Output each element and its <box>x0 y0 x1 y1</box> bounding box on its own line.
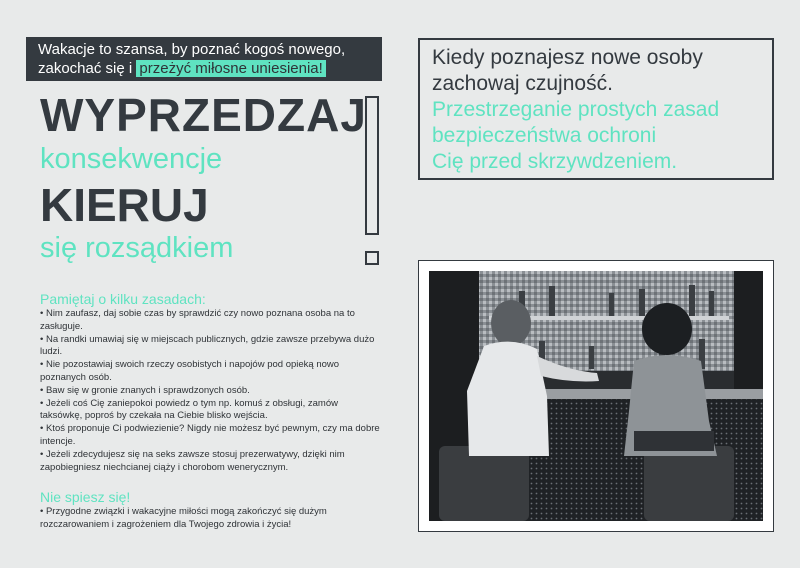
rule-item: • Nim zaufasz, daj sobie czas by sprawdzić czy nowo poznana osoba na to zasługuje. <box>40 308 355 332</box>
banner-line-2 <box>38 59 382 78</box>
banner-highlight: przeżyć miłosne uniesienia! <box>136 60 325 77</box>
rules-list <box>40 308 380 474</box>
rule-item: • Nie pozostawiaj swoich rzeczy osobistych i napojów pod opieką nowo poznanych osób. <box>40 359 340 383</box>
vigilance-line-4: bezpieczeństwa ochroni <box>432 124 657 147</box>
bar-photo <box>418 260 774 532</box>
banner-line-1: Wakacje to szansa, by poznać kogoś nowego, <box>38 41 346 58</box>
rule-item: • Jeżeli coś Cię zaniepokoi powiedz o tym np. komuś z obsługi, zamów taksówkę, poproś by czekała na Ciebie blisko wejścia. <box>40 397 338 422</box>
rule-item: • Ktoś proponuje Ci podwiezienie? Nigdy nie możesz być pewnym, czy ma dobre intencje. <box>40 423 380 447</box>
rules-title: Pamiętaj o kilku zasadach: <box>40 291 206 307</box>
rule-item: • Baw się w gronie znanych i sprawdzonych osób. <box>40 384 250 396</box>
vigilance-line-1: Kiedy poznajesz nowe osoby <box>432 46 703 69</box>
vigilance-line-3: Przestrzeganie prostych zasad <box>432 98 720 121</box>
banner-line-2-prefix: zakochać się i <box>38 60 137 77</box>
exclamation-dot-icon <box>365 251 379 265</box>
rule-item: • Na randki umawiaj się w miejscach publicznych, gdzie zawsze przebywa dużo ludzi. <box>40 333 375 358</box>
subheading-rozsadkiem: się rozsądkiem <box>40 232 234 264</box>
top-banner <box>26 37 382 81</box>
vigilance-line-2: zachowaj czujność. <box>432 72 613 95</box>
rush-title: Nie spiesz się! <box>40 489 131 505</box>
bar-scene-image <box>429 271 763 521</box>
vigilance-line-5: Cię przed skrzywdzeniem. <box>432 150 678 173</box>
heading-wyprzedzaj: WYPRZEDZAJ <box>40 89 367 141</box>
exclamation-bar-icon <box>365 96 379 235</box>
vigilance-box <box>418 38 774 180</box>
subheading-konsekwencje: konsekwencje <box>40 143 223 175</box>
rule-item: • Jeżeli zdecydujesz się na seks zawsze stosuj prezerwatywy, dzięki nim zapobiegniesz niechcianej ciąży i chorobom wenerycznym. <box>40 448 345 473</box>
heading-kieruj: KIERUJ <box>40 179 209 231</box>
rush-text: • Przygodne związki i wakacyjne miłości mogą zakończyć się dużym rozczarowaniem i zagrożeniem dla Twojego zdrowia i życia! <box>40 506 327 530</box>
